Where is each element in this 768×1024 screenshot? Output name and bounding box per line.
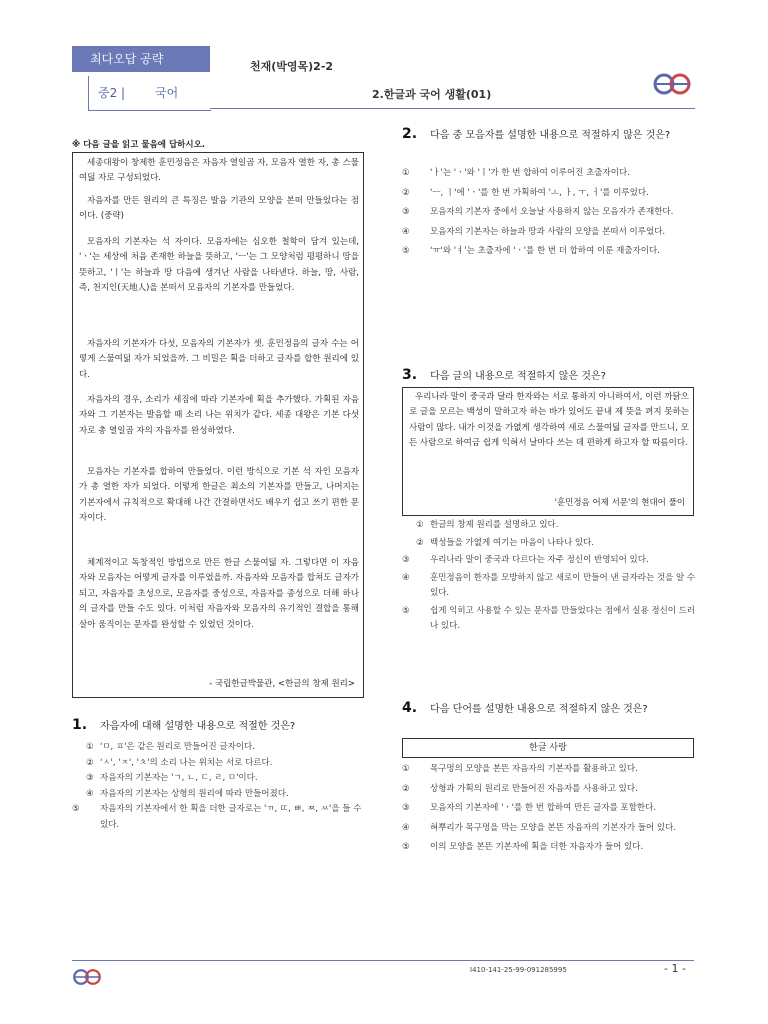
passage-paragraph: 모음자의 기본자는 석 자이다. 모음자에는 심오한 철학이 담겨 있는데, 'ㆍ'는 세상에 처음 존재한 하늘을 뜻하고, 'ㅡ'는 그 모양처럼 평평하니 땅을 뜻하고, 'ㅣ'는 하늘과 땅 다음에 생겨난 사람을 나타낸다. 하늘, 땅, 사람, 즉, 천지인(天地人)을 본떠서 모음자의 기본자를 만들었다. [79, 237, 359, 294]
q1-option-3[interactable]: ③ 자음자의 기본자는 'ㄱ, ㄴ, ㄷ, ㄹ, ㅁ'이다. [86, 773, 258, 783]
instruction-text: ※ 다음 글을 읽고 물음에 답하시오. [72, 140, 206, 150]
document-code: I410-141-25-99-091285995 [470, 966, 567, 974]
q1-option-4[interactable]: ④ 자음자의 기본자는 상형의 원리에 따라 만들어졌다. [86, 788, 289, 799]
question-text: 다음 단어를 설명한 내용으로 적절하지 않은 것은? [430, 704, 648, 715]
grade-label: 중2 | [98, 86, 126, 100]
q4-option-2[interactable]: ② 상형과 가획의 원리로 만들어진 자음자를 사용하고 있다. [402, 783, 638, 794]
header-divider [210, 108, 695, 109]
reading-passage [72, 152, 364, 698]
q3-options [402, 518, 696, 635]
question-text: 자음자에 대해 설명한 내용으로 적절한 것은? [100, 721, 296, 732]
passage-source: - 국립한글박물관, <한글의 창제 원리> [209, 679, 355, 689]
question-2 [402, 124, 694, 145]
q3-option-5[interactable]: ⑤ 쉽게 익히고 사용할 수 있는 문자를 만들었다는 점에서 실용 정신이 드러나 있다. [402, 605, 696, 631]
question-number: 1. [72, 717, 88, 733]
q1-option-5[interactable]: ⑤ 자음자의 기본자에서 한 획을 더한 글자로는 'ㄲ, ㄸ, ㅃ, ㅉ, ㅆ'을 들 수 있다. [72, 804, 362, 830]
subject-label: 국어 [155, 86, 179, 100]
q2-option-2[interactable]: ② 'ㅡ, ㅣ'에 'ㆍ'를 한 번 가획하여 'ㅗ, ㅏ, ㅜ, ㅓ'를 이루었다. [402, 187, 649, 198]
q4-option-4[interactable]: ④ 혀뿌리가 목구멍을 막는 모양을 본뜬 자음자의 기본자가 들어 있다. [402, 822, 677, 833]
passage-paragraph: 세종대왕이 창제한 훈민정음은 자음자 열일곱 자, 모음자 열한 자, 총 스물여덟 자로 구성되었다. [79, 158, 359, 184]
passage-paragraph: 체계적이고 독창적인 방법으로 만든 한글 스물여덟 자. 그렇다면 이 자음자와 모음자는 어떻게 글자를 이루었을까. 자음자와 모음자를 합쳐도 글자가 되고, 자음자를 초성으로, 모음자를 중성으로, 자음자를 종성으로 더해 하나의 글자를 만들 수도 있다. 이처럼 자음자와 모음자의 유기적인 결합을 통해 살아 움직이는 문자를 완성할 수 있었던 것이다. [79, 558, 359, 630]
q3-option-4[interactable]: ④ 훈민정음이 한자를 모방하지 않고 새로이 만들어 낸 글자라는 것을 알 수 있다. [402, 572, 696, 598]
q4-options [402, 762, 696, 856]
passage-paragraph: 자음자를 만든 원리의 큰 특징은 발음 기관의 모양을 본떠 만들었다는 점이다. (중략) [79, 196, 359, 222]
question-3 [402, 364, 694, 383]
excerpt-source: '훈민정음 어제 서문'의 현대어 풀이 [554, 498, 685, 508]
q2-options [402, 166, 696, 260]
footer-divider [72, 960, 694, 961]
passage-paragraph: 자음자의 경우, 소리가 세짐에 따라 기본자에 획을 추가했다. 가획된 자음자와 그 기본자는 발음할 때 소리 나는 위치가 같다. 세종 대왕은 기본 다섯 자로 총 열일곱 자의 자음자를 완성하였다. [79, 395, 359, 436]
question-number: 3. [402, 367, 418, 383]
question-number: 4. [402, 700, 418, 716]
q4-word-box: 한글 사랑 [402, 738, 694, 758]
q3-option-3[interactable]: ③ 우리나라 말이 중국과 다르다는 자주 정신이 반영되어 있다. [402, 555, 649, 565]
excerpt-text: 우리나라 말이 중국과 달라 한자와는 서로 통하지 아니하여서, 이런 까닭으로 글을 모르는 백성이 말하고자 하는 바가 있어도 끝내 제 뜻을 펴지 못하는 사람이 많다. 내가 이것을 가엾게 생각하여 새로 스물여덟 글자를 만드니, 모든 사람으로 하여금 쉽게 익혀서 날마다 쓰는 데 편하게 하고자 할 따름이다. [409, 392, 689, 449]
q1-option-2[interactable]: ② 'ㅅ', 'ㅈ', 'ㅊ'의 소리 나는 위치는 서로 다르다. [86, 757, 273, 768]
q2-option-5[interactable]: ⑤ 'ㅠ'와 'ㅕ'는 초출자에 'ㆍ'를 한 번 더 합하여 이룬 재출자이다. [402, 246, 660, 256]
q2-option-1[interactable]: ① 'ㅏ'는 'ㆍ'와 'ㅣ'가 한 번 합하여 이루어진 초출자이다. [402, 168, 630, 178]
q2-option-3[interactable]: ③ 모음자의 기본자 중에서 오늘날 사용하지 않는 모음자가 존재한다. [402, 207, 674, 217]
q4-option-3[interactable]: ③ 모음자의 기본자에 'ㆍ'를 한 번 합하여 만든 글자를 포함한다. [402, 803, 657, 813]
q4-option-1[interactable]: ① 목구멍의 모양을 본뜬 자음자의 기본자를 활용하고 있다. [402, 764, 638, 774]
q3-excerpt-box [402, 387, 694, 516]
q2-option-4[interactable]: ④ 모음자의 기본자는 하늘과 땅과 사람의 모양을 본떠서 이루었다. [402, 226, 666, 237]
publisher-label: 천재(박영목)2-2 [250, 60, 334, 73]
logo-icon [652, 70, 692, 98]
passage-paragraph: 모음자는 기본자를 합하여 만들었다. 이런 방식으로 기본 석 자인 모음자가 총 열한 자가 되었다. 이렇게 한글은 최소의 기본자를 만들고, 나머지는 기본자에서 규칙적으로 확대해 나간 간결하면서도 배우기 쉽고 쓰기 편한 문자이다. [79, 467, 359, 524]
passage-paragraph: 자음자의 기본자가 다섯, 모음자의 기본자가 셋. 훈민정음의 글자 수는 어떻게 스물여덟 자가 되었을까. 그 비밀은 획을 더하고 글자를 합한 원리에 있다. [79, 339, 359, 380]
q3-option-1[interactable]: ① 한글의 창제 원리를 설명하고 있다. [416, 520, 559, 530]
question-text: 다음 중 모음자를 설명한 내용으로 적절하지 않은 것은? [430, 130, 671, 141]
question-4 [402, 698, 694, 719]
question-number: 2. [402, 126, 418, 142]
q1-options [72, 740, 366, 833]
chapter-title: 2.한글과 국어 생활(01) [372, 88, 492, 101]
page-number: - 1 - [664, 962, 686, 975]
question-1 [72, 714, 364, 733]
q3-option-2[interactable]: ② 백성들을 가엾게 여기는 마음이 나타나 있다. [416, 537, 595, 548]
footer-logo-icon [72, 966, 102, 988]
q4-option-5[interactable]: ⑤ 이의 모양을 본뜬 기본자에 획을 더한 자음자가 들어 있다. [402, 842, 644, 852]
question-text: 다음 글의 내용으로 적절하지 않은 것은? [430, 371, 606, 382]
q1-option-1[interactable]: ① 'ㅁ, ㅍ'은 같은 원리로 만들어진 글자이다. [86, 742, 255, 752]
brand-banner: 최다오답 공략 [72, 46, 210, 72]
